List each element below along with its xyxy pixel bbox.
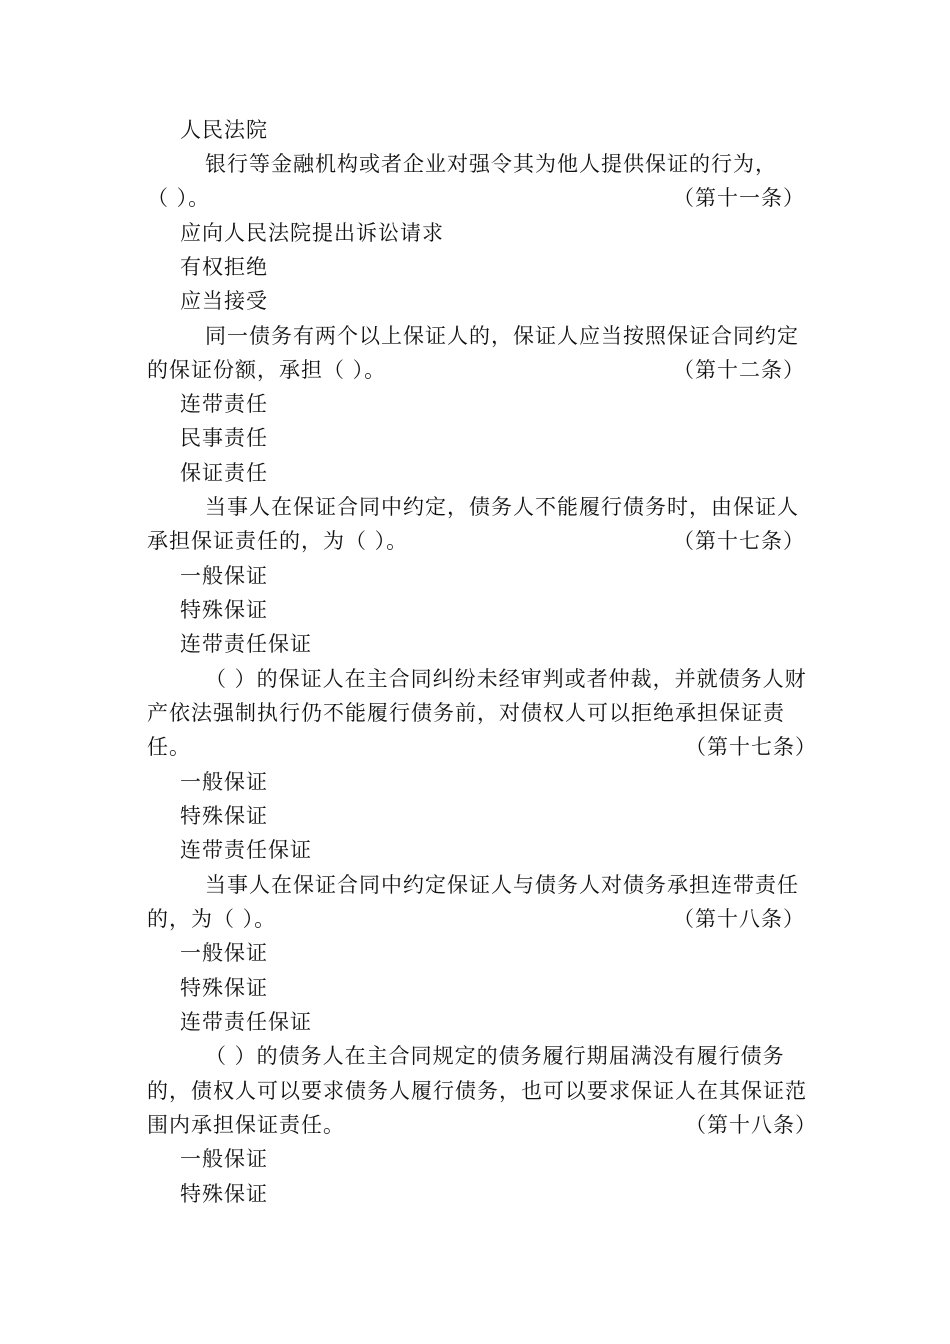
question-text: （ ）的保证人在主合同纠纷未经审判或者仲裁，并就债务人财 bbox=[205, 667, 807, 691]
option-text: 应向人民法院提出诉讼请求 bbox=[180, 221, 444, 245]
article-reference: （第十八条） bbox=[685, 1113, 817, 1137]
option-text: 特殊保证 bbox=[180, 598, 268, 622]
question-text: 的保证份额，承担（ ）。 bbox=[147, 358, 387, 382]
option-text: 连带责任保证 bbox=[180, 838, 312, 862]
article-reference: （第十八条） bbox=[673, 907, 805, 931]
option-text: 一般保证 bbox=[180, 1147, 268, 1171]
question-text: 承担保证责任的，为（ ）。 bbox=[147, 529, 409, 553]
question-text: 当事人在保证合同中约定，债务人不能履行债务时，由保证人 bbox=[205, 495, 799, 519]
question-text: （ ）。 bbox=[147, 186, 211, 210]
question-text: 同一债务有两个以上保证人的，保证人应当按照保证合同约定 bbox=[205, 324, 799, 348]
option-text: 应当接受 bbox=[180, 289, 268, 313]
option-text: 特殊保证 bbox=[180, 804, 268, 828]
question-text: 当事人在保证合同中约定保证人与债务人对债务承担连带责任 bbox=[205, 873, 799, 897]
article-reference: （第十一条） bbox=[673, 186, 805, 210]
option-text: 连带责任保证 bbox=[180, 1010, 312, 1034]
option-text: 特殊保证 bbox=[180, 1182, 268, 1206]
question-text: 产依法强制执行仍不能履行债务前，对债权人可以拒绝承担保证责 bbox=[147, 701, 785, 725]
article-reference: （第十七条） bbox=[673, 529, 805, 553]
article-reference: （第十七条） bbox=[685, 735, 817, 759]
option-text: 一般保证 bbox=[180, 564, 268, 588]
question-text: 任。 bbox=[147, 735, 191, 759]
option-text: 连带责任 bbox=[180, 392, 268, 416]
question-text: 银行等金融机构或者企业对强令其为他人提供保证的行为， bbox=[205, 152, 777, 176]
article-reference: （第十二条） bbox=[673, 358, 805, 382]
question-text: （ ）的债务人在主合同规定的债务履行期届满没有履行债务 bbox=[205, 1044, 785, 1068]
option-text: 人民法院 bbox=[180, 118, 268, 142]
option-text: 一般保证 bbox=[180, 770, 268, 794]
option-text: 特殊保证 bbox=[180, 976, 268, 1000]
question-text: 围内承担保证责任。 bbox=[147, 1113, 345, 1137]
option-text: 连带责任保证 bbox=[180, 632, 312, 656]
question-text: 的，债权人可以要求债务人履行债务，也可以要求保证人在其保证范 bbox=[147, 1079, 807, 1103]
option-text: 民事责任 bbox=[180, 426, 268, 450]
question-text: 的，为（ ）。 bbox=[147, 907, 277, 931]
option-text: 一般保证 bbox=[180, 941, 268, 965]
option-text: 保证责任 bbox=[180, 461, 268, 485]
option-text: 有权拒绝 bbox=[180, 255, 268, 279]
